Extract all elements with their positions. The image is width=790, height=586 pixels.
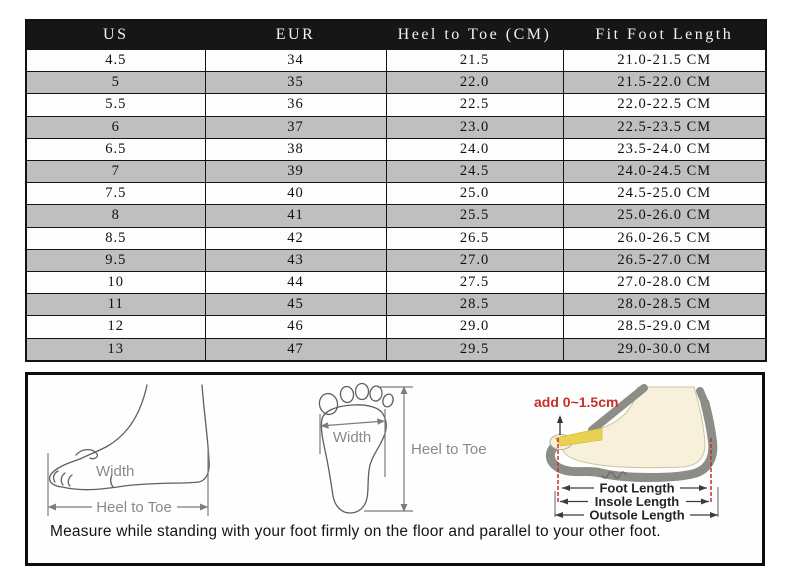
cell-eur: 35 [205,72,386,94]
cell-fit: 21.5-22.0 CM [563,72,766,94]
cell-eur: 41 [205,205,386,227]
cell-fit: 26.5-27.0 CM [563,249,766,271]
measurement-guide-box [25,372,765,566]
cell-eur: 47 [205,338,386,361]
cell-heel: 27.5 [386,272,563,294]
cell-heel: 29.0 [386,316,563,338]
cell-us: 5 [26,72,205,94]
cell-fit: 28.0-28.5 CM [563,294,766,316]
foot-length-label: Foot Length [599,480,675,496]
cell-fit: 27.0-28.0 CM [563,272,766,294]
cell-eur: 42 [205,227,386,249]
table-row [26,249,766,271]
cell-fit: 25.0-26.0 CM [563,205,766,227]
cell-us: 9.5 [26,249,205,271]
cell-fit: 22.5-23.5 CM [563,116,766,138]
cell-heel: 27.0 [386,249,563,271]
cell-heel: 24.0 [386,138,563,160]
width-label: Width [332,429,372,446]
cell-heel: 28.5 [386,294,563,316]
cell-us: 4.5 [26,50,205,72]
cell-us: 8 [26,205,205,227]
table-row [26,272,766,294]
width-label: Width [96,463,135,480]
heel-to-toe-label: Heel to Toe [96,499,172,516]
cell-heel: 22.0 [386,72,563,94]
cell-us: 6 [26,116,205,138]
header-row [26,20,766,50]
cell-eur: 45 [205,294,386,316]
cell-eur: 39 [205,161,386,183]
column-header-heel-to-toe: Heel to Toe (CM) [386,20,563,50]
cell-us: 12 [26,316,205,338]
heel-to-toe-measure [364,386,413,512]
cell-fit: 28.5-29.0 CM [563,316,766,338]
cell-fit: 29.0-30.0 CM [563,338,766,361]
heel-to-toe-label: Heel to Toe [411,441,487,458]
add-note-label: add 0~1.5cm [534,394,619,410]
cell-heel: 26.5 [386,227,563,249]
table-row [26,138,766,160]
shoe-profile-diagram [526,383,761,528]
cell-heel: 25.5 [386,205,563,227]
cell-fit: 21.0-21.5 CM [563,50,766,72]
table-row [26,338,766,361]
cell-eur: 37 [205,116,386,138]
cell-fit: 26.0-26.5 CM [563,227,766,249]
cell-fit: 23.5-24.0 CM [563,138,766,160]
cell-fit: 22.0-22.5 CM [563,94,766,116]
cell-us: 10 [26,272,205,294]
cell-eur: 34 [205,50,386,72]
table-row [26,116,766,138]
cell-heel: 22.5 [386,94,563,116]
cell-heel: 24.5 [386,161,563,183]
cell-heel: 21.5 [386,50,563,72]
table-row [26,227,766,249]
cell-heel: 25.0 [386,183,563,205]
cell-heel: 23.0 [386,116,563,138]
table-row [26,72,766,94]
table-row [26,50,766,72]
table-row [26,205,766,227]
column-header-us: US [26,20,205,50]
cell-eur: 43 [205,249,386,271]
table-row [26,94,766,116]
cell-us: 13 [26,338,205,361]
cell-eur: 46 [205,316,386,338]
table-row [26,316,766,338]
cell-us: 11 [26,294,205,316]
size-table [25,19,767,362]
cell-fit: 24.5-25.0 CM [563,183,766,205]
column-header-eur: EUR [205,20,386,50]
table-row [26,294,766,316]
cell-fit: 24.0-24.5 CM [563,161,766,183]
cell-eur: 38 [205,138,386,160]
cell-us: 7 [26,161,205,183]
cell-us: 7.5 [26,183,205,205]
cell-heel: 29.5 [386,338,563,361]
footprint-diagram [314,381,492,521]
footprint-outline-icon [318,384,395,514]
side-foot-diagram [44,383,229,523]
cell-us: 6.5 [26,138,205,160]
cell-us: 8.5 [26,227,205,249]
cell-eur: 36 [205,94,386,116]
measure-instruction: Measure while standing with your foot firmly on the floor and parallel to your other foot. [50,523,661,540]
cell-eur: 40 [205,183,386,205]
table-row [26,161,766,183]
column-header-fit-foot-length: Fit Foot Length [563,20,766,50]
table-row [26,183,766,205]
cell-eur: 44 [205,272,386,294]
insole-length-label: Insole Length [594,494,680,509]
cell-us: 5.5 [26,94,205,116]
outsole-length-label: Outsole Length [589,507,685,523]
